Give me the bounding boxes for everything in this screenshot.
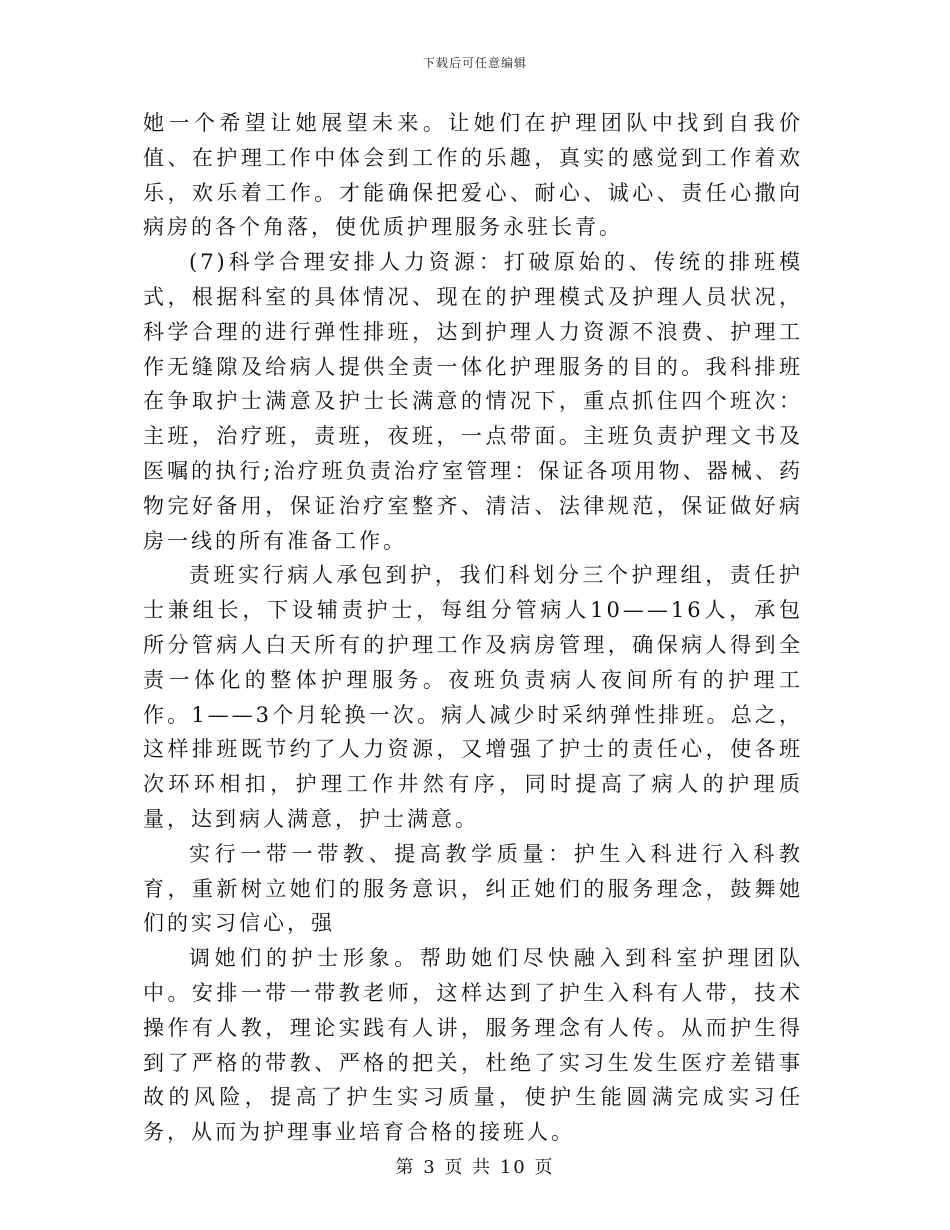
document-body [143,106,803,1150]
page-footer: 第 3 页 共 10 页 [395,1157,555,1178]
paragraph-4: 实行一带一带教、提高教学质量：护生入科进行入科教育，重新树立她们的服务意识，纠正她们的服务理念，鼓舞她们的实习信心，强 [143,841,803,936]
page-header: 下载后可任意编辑 [422,56,527,70]
paragraph-5: 调她们的护士形象。帮助她们尽快融入到科室护理团队中。安排一带一带教老师，这样达到了护生入科有人带，技术操作有人教，理论实践有人讲，服务理念有人传。从而护生得到了严格的带教、严格的把关，杜绝了实习生发生医疗差错事故的风险，提高了护生实习质量，使护生能圆满完成实习任务，从而为护理事业培育合格的接班人。 [143,946,803,1145]
paragraph-2: (7)科学合理安排人力资源：打破原始的、传统的排班模式，根据科室的具体情况、现在的护理模式及护理人员状况，科学合理的进行弹性排班，达到护理人力资源不浪费、护理工作无缝隙及给病人提供全责一体化护理服务的目的。我科排班在争取护士满意及护士长满意的情况下，重点抓住四个班次：主班，治疗班，责班，夜班，一点带面。主班负责护理文书及医嘱的执行;治疗班负责治疗室管理：保证各项用物、器械、药物完好备用，保证治疗室整齐、清洁、法律规范，保证做好病房一线的所有准备工作。 [143,250,803,553]
paragraph-1: 她一个希望让她展望未来。让她们在护理团队中找到自我价值、在护理工作中体会到工作的乐趣，真实的感觉到工作着欢乐，欢乐着工作。才能确保把爱心、耐心、诚心、责任心撒向病房的各个角落，使优质护理服务永驻长青。 [143,111,803,240]
paragraph-3: 责班实行病人承包到护，我们科划分三个护理组，责任护士兼组长，下设辅责护士，每组分管病人10——16人，承包所分管病人白天所有的护理工作及病房管理，确保病人得到全责一体化的整体护理服务。夜班负责病人夜间所有的护理工作。1——3个月轮换一次。病人减少时采纳弹性排班。总之，这样排班既节约了人力资源，又增强了护士的责任心，使各班次环环相扣，护理工作井然有序，同时提高了病人的护理质量，达到病人满意，护士满意。 [143,563,803,831]
